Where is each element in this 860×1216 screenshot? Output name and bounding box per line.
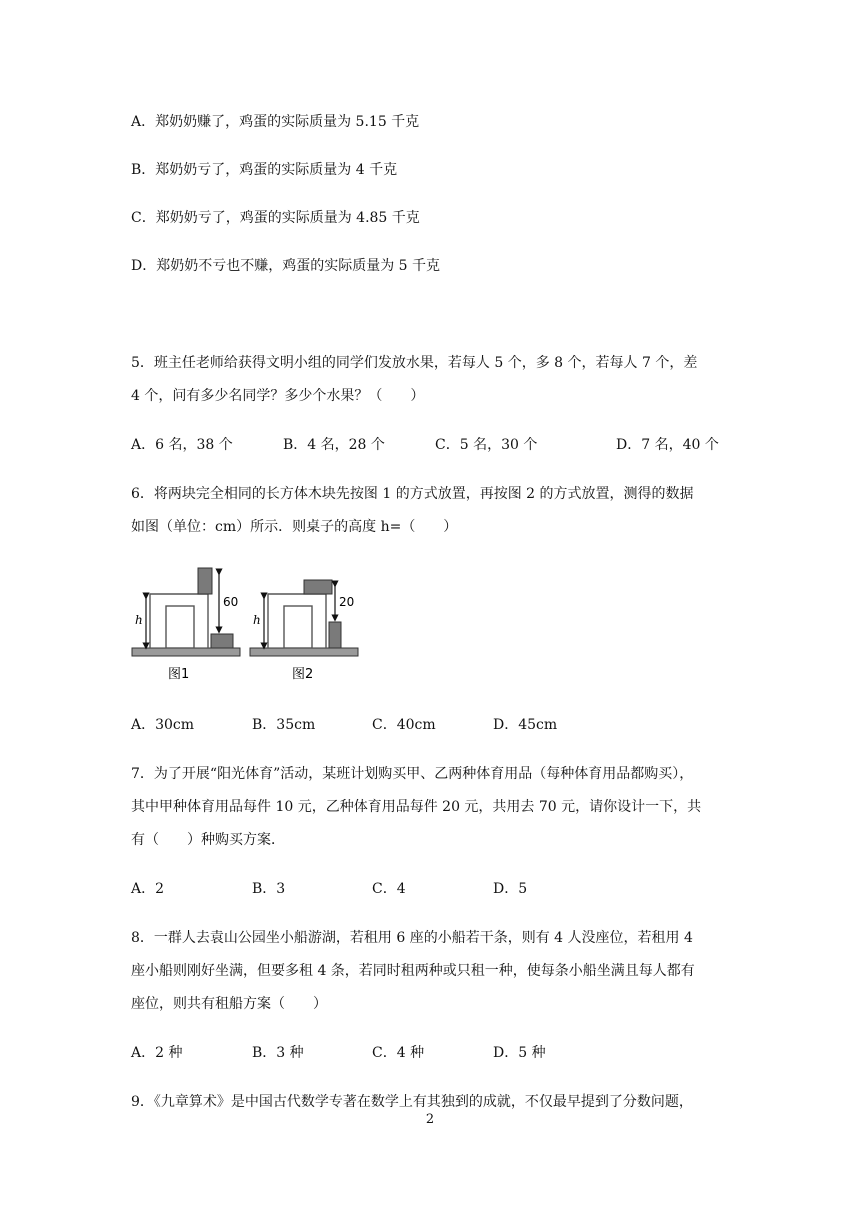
q8-option-c: C．4 种 (372, 1045, 425, 1061)
q6-option-d: D．45cm (493, 717, 558, 733)
q5-line-2: 4 个，问有多少名同学？多少个水果？（ ） (131, 388, 425, 404)
q5-option-d: D．7 名，40 个 (616, 437, 719, 453)
fig1-table (150, 594, 208, 648)
q5-option-b: B．4 名，28 个 (283, 437, 385, 453)
q7-line-1: 7．为了开展“阳光体育”活动，某班计划购买甲、乙两种体育用品（每种体育用品都购买）， (131, 766, 694, 782)
fig2-table (268, 594, 326, 648)
page-number: 2 (425, 1112, 435, 1127)
fig1-block-top (198, 568, 212, 594)
q8-option-b: B．3 种 (252, 1045, 304, 1061)
fig1-h-label: h (135, 613, 143, 627)
q6-option-a: A．30cm (131, 717, 195, 733)
fig2-caption: 图2 (292, 667, 314, 682)
q8-line-1: 8．一群人去袁山公园坐小船游湖，若租用 6 座的小船若干条，则有 4 人没座位，若租用 4 (131, 930, 693, 946)
fig2-value: 20 (339, 595, 355, 609)
q5-option-c: C．5 名，30 个 (435, 437, 538, 453)
fig1-table-inner (166, 606, 194, 648)
q7-option-d: D．5 (493, 881, 528, 897)
q8-option-d: D．5 种 (493, 1045, 546, 1061)
q7-option-c: C．4 (372, 881, 406, 897)
q8-line-2: 座小船则刚好坐满，但要多租 4 条，若同时租两种或只租一种，使每条小船坐满且每人都有 (131, 963, 695, 979)
fig1-value: 60 (223, 595, 239, 609)
q4-option-a: A．郑奶奶赚了，鸡蛋的实际质量为 5.15 千克 (131, 114, 420, 130)
fig2-table-inner (284, 606, 312, 648)
q7-line-3: 有（ ）种购买方案． (131, 832, 285, 848)
figure-1 (132, 568, 240, 682)
fig2-block-bottom (329, 622, 341, 648)
fig1-floor (132, 648, 240, 656)
fig2-block-top (304, 580, 332, 594)
fig2-floor (250, 648, 358, 656)
q6-line-2: 如图（单位：cm）所示．则桌子的高度 h=（ ） (131, 519, 458, 535)
q7-line-2: 其中甲种体育用品每件 10 元，乙种体育用品每件 20 元，共用去 70 元，请你设计一下，共 (131, 799, 702, 815)
figure-2 (250, 580, 358, 682)
q6-figure (128, 562, 368, 686)
q6-line-1: 6．将两块完全相同的长方体木块先按图 1 的方式放置，再按图 2 的方式放置，测得的数据 (131, 486, 694, 502)
fig1-block-bottom (211, 634, 233, 648)
q4-option-b: B．郑奶奶亏了，鸡蛋的实际质量为 4 千克 (131, 162, 398, 178)
q8-line-3: 座位，则共有租船方案（ ） (131, 996, 327, 1012)
q5-option-a: A．6 名，38 个 (131, 437, 233, 453)
q8-option-a: A．2 种 (131, 1045, 183, 1061)
q5-line-1: 5．班主任老师给获得文明小组的同学们发放水果，若每人 5 个，多 8 个，若每人 7 个，差 (131, 355, 698, 371)
fig2-h-label: h (253, 613, 261, 627)
q7-option-b: B．3 (252, 881, 286, 897)
q9-line-1: 9．《九章算术》是中国古代数学专著在数学上有其独到的成就，不仅最早提到了分数问题， (131, 1094, 693, 1110)
q4-option-c: C．郑奶奶亏了，鸡蛋的实际质量为 4.85 千克 (131, 210, 420, 226)
q4-option-d: D．郑奶奶不亏也不赚，鸡蛋的实际质量为 5 千克 (131, 258, 441, 274)
q6-option-b: B．35cm (252, 717, 316, 733)
q7-option-a: A．2 (131, 881, 165, 897)
fig1-caption: 图1 (168, 667, 190, 682)
q6-option-c: C．40cm (372, 717, 436, 733)
